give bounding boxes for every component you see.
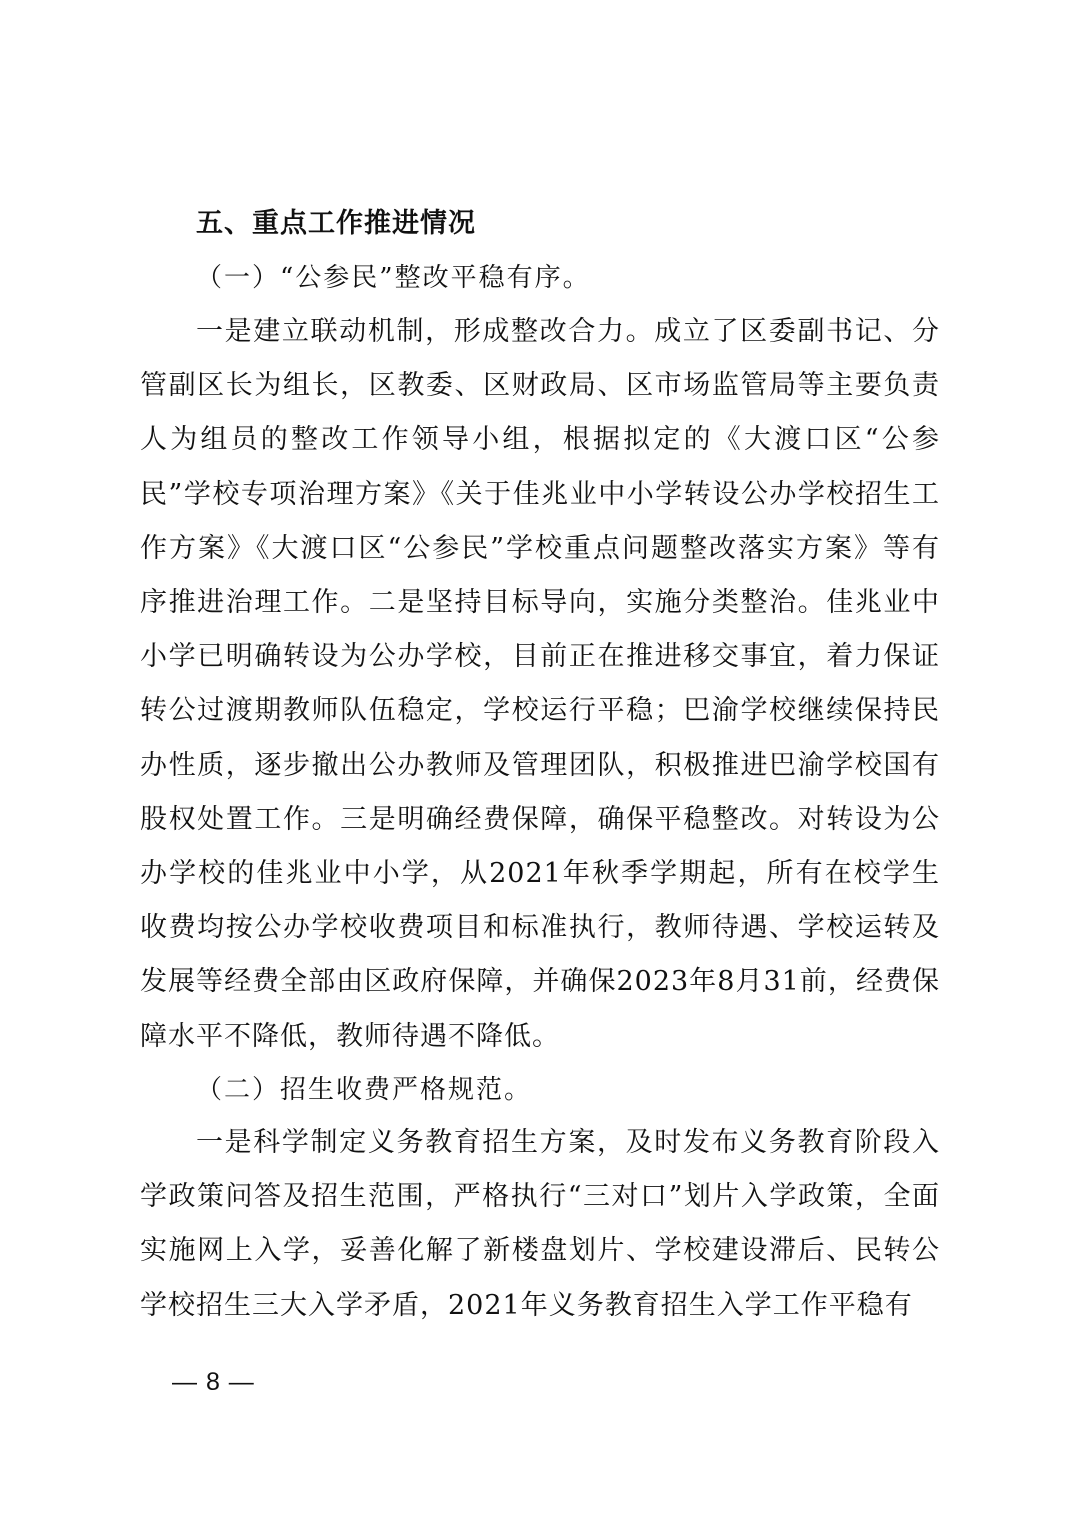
page-number: — 8 —: [172, 1368, 255, 1396]
section-heading: 五、重点工作推进情况: [196, 208, 476, 239]
subsection-title-2: （二）招生收费严格规范。: [196, 1075, 533, 1105]
subsection-paragraph-2: 一是科学制定义务教育招生方案，及时发布义务教育阶段入学政策问答及招生范围，严格执行“三对口”划片入学政策，全面实施网上入学，妥善化解了新楼盘划片、学校建设滞后、民转公学校招生三大入学矛盾，2021年义务教育招生入学工作平稳有: [140, 1127, 940, 1321]
subsection-paragraph-1: 一是建立联动机制，形成整改合力。成立了区委副书记、分管副区长为组长，区教委、区财政局、区市场监管局等主要负责人为组员的整改工作领导小组，根据拟定的《大渡口区“公参民”学校专项治理方案》《关于佳兆业中小学转设公办学校招生工作方案》《大渡口区“公参民”学校重点问题整改落实方案》等有序推进治理工作。二是坚持目标导向，实施分类整治。佳兆业中小学已明确转设为公办学校，目前正在推进移交事宜，着力保证转公过渡期教师队伍稳定，学校运行平稳；巴渝学校继续保持民办性质，逐步撤出公办教师及管理团队，积极推进巴渝学校国有股权处置工作。三是明确经费保障，确保平稳整改。对转设为公办学校的佳兆业中小学，从2021年秋季学期起，所有在校学生收费均按公办学校收费项目和标准执行，教师待遇、学校运转及发展等经费全部由区政府保障，并确保2023年8月31前，经费保障水平不降低，教师待遇不降低。: [140, 316, 940, 1052]
subsection-title-1: （一）“公参民”整改平稳有序。: [196, 263, 591, 293]
